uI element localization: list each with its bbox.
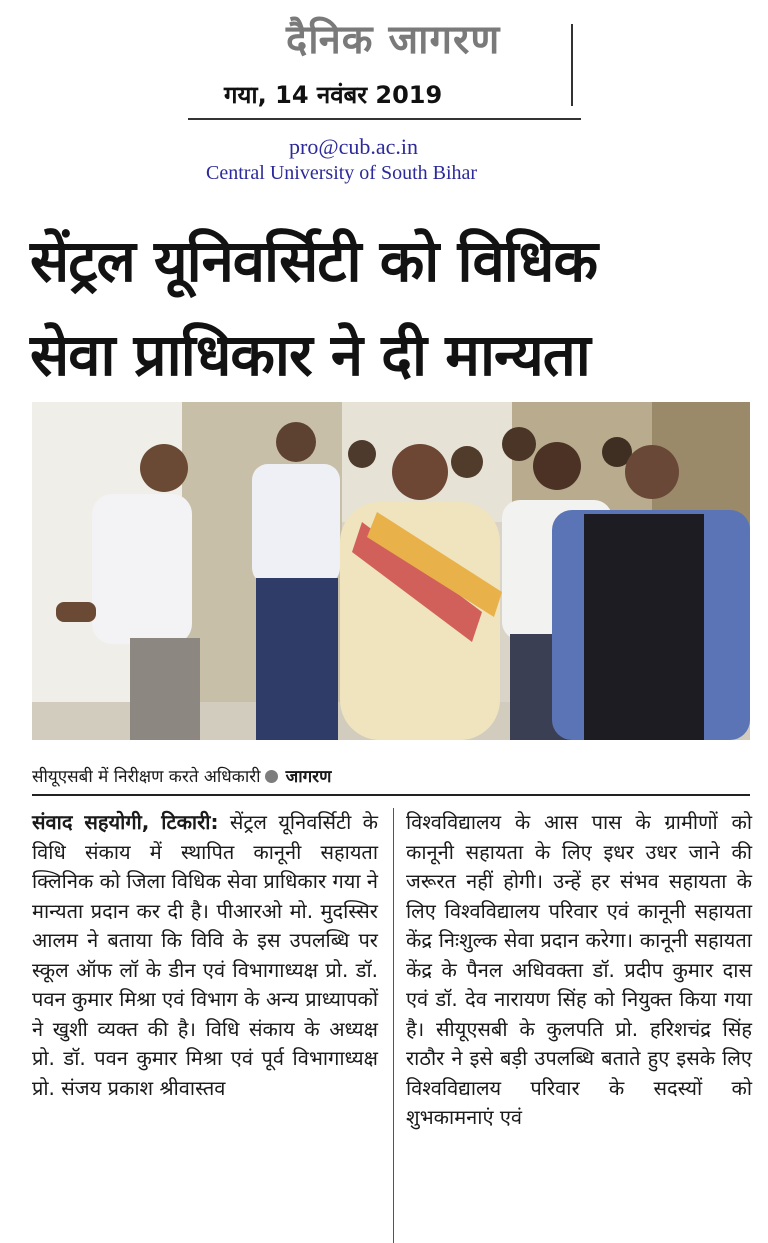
- article-body-left: सेंट्रल यूनिवर्सिटी के विधि संकाय में स्थापित कानूनी सहायता क्लिनिक को जिला विधिक सेवा प्राधिकार गया ने मान्यता प्रदान कर दी है। पीआरओ मो. मुदस्सिर आलम ने बताया कि विवि के इस उपलब्धि पर स्कूल ऑफ लॉ के डीन एवं विभागाध्यक्ष प्रो. डॉ. पवन कुमार मिश्रा एवं विभाग के अन्य प्राध्यापकों ने खुशी व्यक्त की है। विधि संकाय के अध्यक्ष प्रो. डॉ. पवन कुमार मिश्रा एवं पूर्व विभागाध्यक्ष प्रो. संजय प्रकाश श्रीवास्तव: [32, 810, 379, 1100]
- photo-credit: जागरण: [285, 767, 332, 787]
- article-column-left: [32, 808, 378, 1103]
- masthead: [200, 8, 580, 120]
- news-photo-illustration: [32, 402, 750, 740]
- dateline: गया, 14 नवंबर 2019: [224, 81, 443, 109]
- article-body-right: विश्वविद्यालय के आस पास के ग्रामीणों को कानूनी सहायता के लिए इधर उधर जाने की जरूरत नहीं होगी। उन्हें हर संभव सहायता के लिए विश्वविद्यालय परिवार एवं कानूनी सहायता केंद्र निःशुल्क सेवा प्रदान करेगा। कानूनी सहायता केंद्र के पैनल अधिवक्ता डॉ. प्रदीप कुमार दास एवं डॉ. देव नारायण सिंह को नियुक्त किया गया है। सीयूएसबी के कुलपति प्रो. हरिशचंद्र सिंह राठौर ने इसे बड़ी उपलब्धि बताते हुए इसके लिए विश्वविद्यालय परिवार के सदस्यों को शुभकामनाएं एवं: [406, 810, 752, 1129]
- masthead-divider-vertical: [571, 24, 573, 106]
- headline-line-2: सेवा प्राधिकार ने दी मान्यता: [30, 321, 590, 389]
- byline: संवाद सहयोगी, टिकारी:: [32, 810, 219, 834]
- photo-caption: [32, 764, 331, 787]
- masthead-divider-horizontal: [188, 118, 581, 120]
- newspaper-name: दैनिक जागरण: [286, 17, 501, 63]
- headline: [30, 214, 750, 402]
- contact-organization: Central University of South Bihar: [206, 162, 478, 184]
- caption-rule: [32, 794, 750, 796]
- column-divider: [393, 808, 394, 1243]
- contact-email: pro@cub.ac.in: [289, 134, 418, 159]
- photo-caption-text: सीयूएसबी में निरीक्षण करते अधिकारी: [32, 767, 261, 787]
- bullet-icon: [265, 770, 278, 783]
- news-photo: [32, 402, 750, 740]
- headline-line-1: सेंट्रल यूनिवर्सिटी को विधिक: [30, 227, 597, 295]
- article-column-right: [406, 808, 752, 1133]
